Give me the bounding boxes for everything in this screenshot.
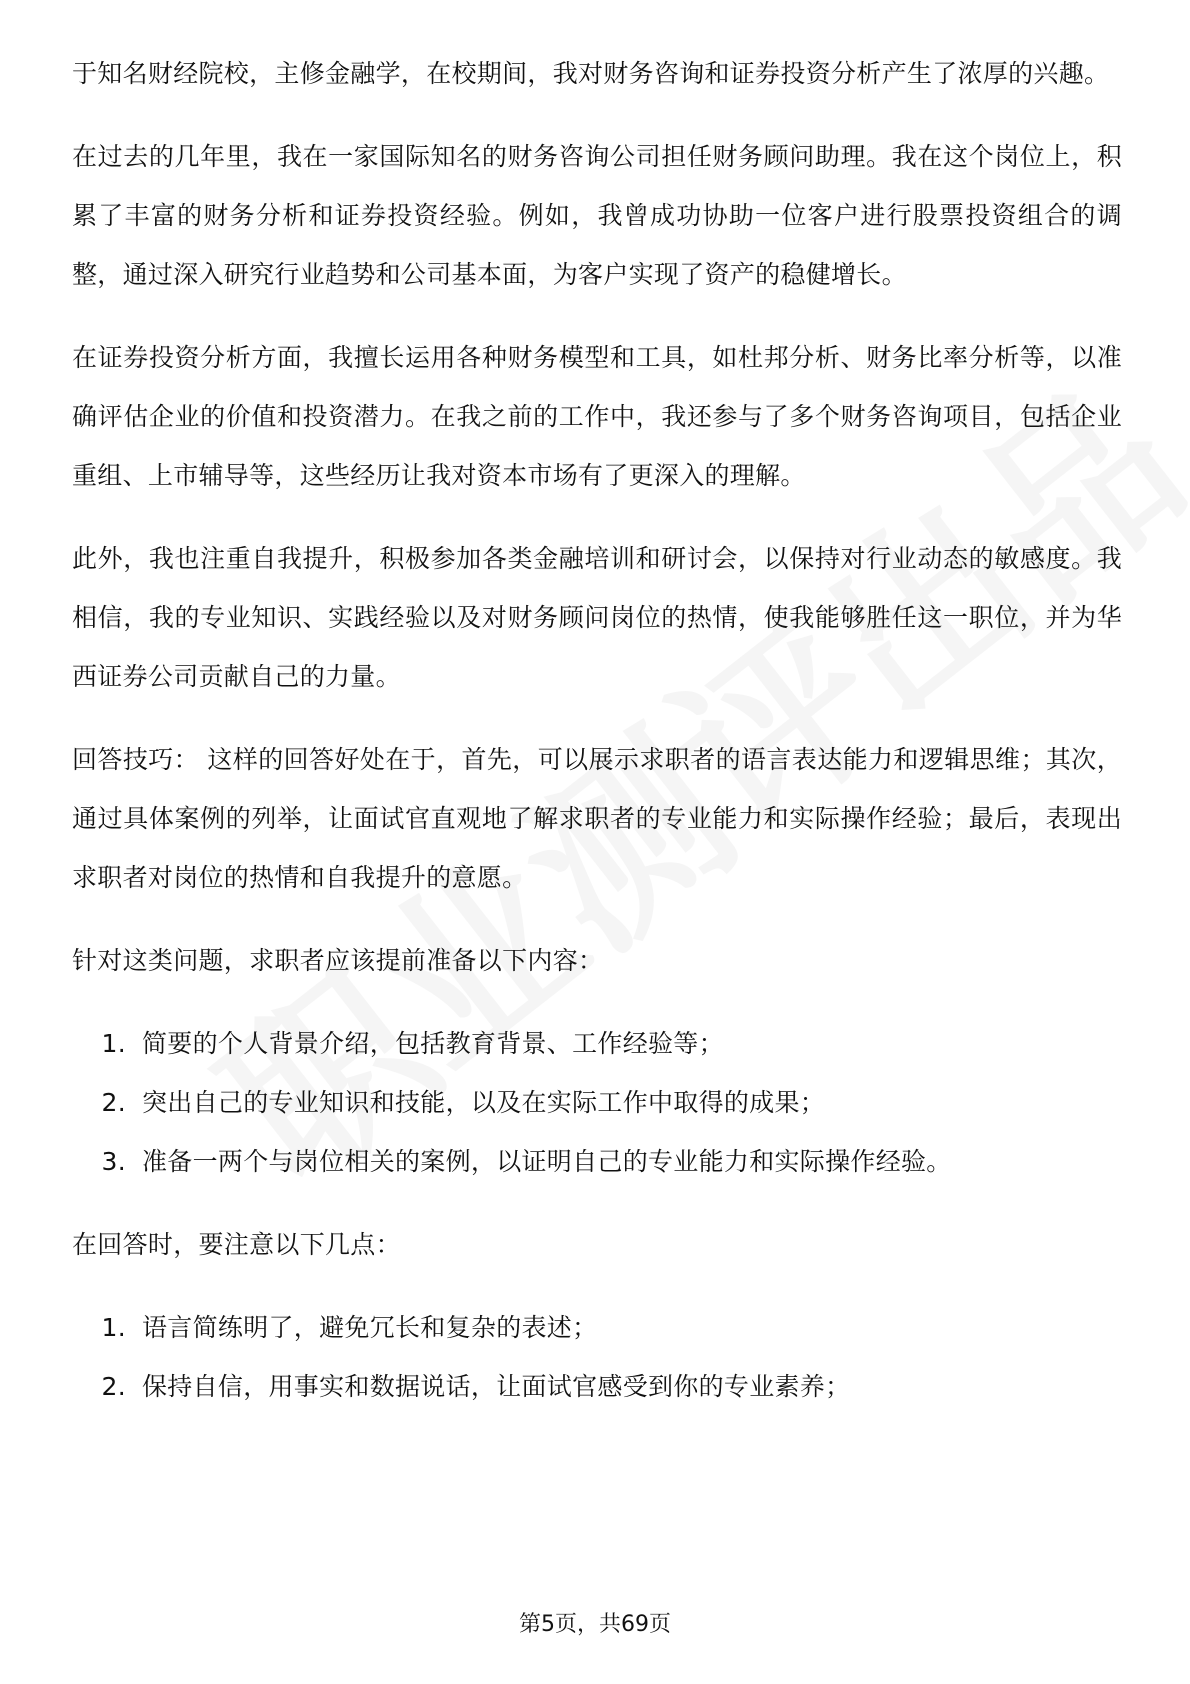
list-item-text: 突出自己的专业知识和技能，以及在实际工作中取得的成果； (142, 1088, 826, 1117)
list-item (72, 1298, 1122, 1357)
list-item-text: 简要的个人背景介绍，包括教育背景、工作经验等； (142, 1029, 724, 1058)
list-item-number: 1. (101, 1313, 126, 1342)
paragraph-experience: 在过去的几年里，我在一家国际知名的财务咨询公司担任财务顾问助理。我在这个岗位上，积累了丰富的财务分析和证券投资经验。例如，我曾成功协助一位客户进行股票投资组合的调整，通过深入研究行业趋势和公司基本面，为客户实现了资产的稳健增长。 (72, 142, 1122, 289)
page-content (72, 44, 1122, 1440)
paragraph-analysis: 在证券投资分析方面，我擅长运用各种财务模型和工具，如杜邦分析、财务比率分析等，以准确评估企业的价值和投资潜力。在我之前的工作中，我还参与了多个财务咨询项目，包括企业重组、上市辅导等，这些经历让我对资本市场有了更深入的理解。 (72, 343, 1122, 490)
page-number-footer: 第5页，共69页 (519, 1612, 671, 1637)
paragraph-notes-intro: 在回答时，要注意以下几点： (72, 1230, 401, 1259)
paragraph-preparation-intro: 针对这类问题，求职者应该提前准备以下内容： (72, 946, 604, 975)
paragraph-self-improvement: 此外，我也注重自我提升，积极参加各类金融培训和研讨会，以保持对行业动态的敏感度。我相信，我的专业知识、实践经验以及对财务顾问岗位的热情，使我能够胜任这一职位，并为华西证券公司贡献自己的力量。 (72, 544, 1122, 691)
paragraph-education: 于知名财经院校，主修金融学，在校期间，我对财务咨询和证券投资分析产生了浓厚的兴趣。 (72, 59, 1110, 88)
list-item (72, 1014, 1122, 1073)
paragraph-answer-tips: 回答技巧： 这样的回答好处在于，首先，可以展示求职者的语言表达能力和逻辑思维；其次，通过具体案例的列举，让面试官直观地了解求职者的专业能力和实际操作经验；最后，表现出求职者对岗位的热情和自我提升的意愿。 (72, 745, 1122, 892)
notes-list (72, 1298, 1122, 1416)
list-item-number: 3. (101, 1147, 126, 1176)
list-item-number: 2. (101, 1088, 126, 1117)
preparation-list (72, 1014, 1122, 1191)
list-item-number: 1. (101, 1029, 126, 1058)
list-item (72, 1357, 1122, 1416)
list-item-number: 2. (101, 1372, 126, 1401)
list-item (72, 1073, 1122, 1132)
list-item-text: 保持自信，用事实和数据说话，让面试官感受到你的专业素养； (142, 1372, 851, 1401)
list-item (72, 1132, 1122, 1191)
list-item-text: 语言简练明了，避免冗长和复杂的表述； (142, 1313, 598, 1342)
list-item-text: 准备一两个与岗位相关的案例，以证明自己的专业能力和实际操作经验。 (142, 1147, 952, 1176)
